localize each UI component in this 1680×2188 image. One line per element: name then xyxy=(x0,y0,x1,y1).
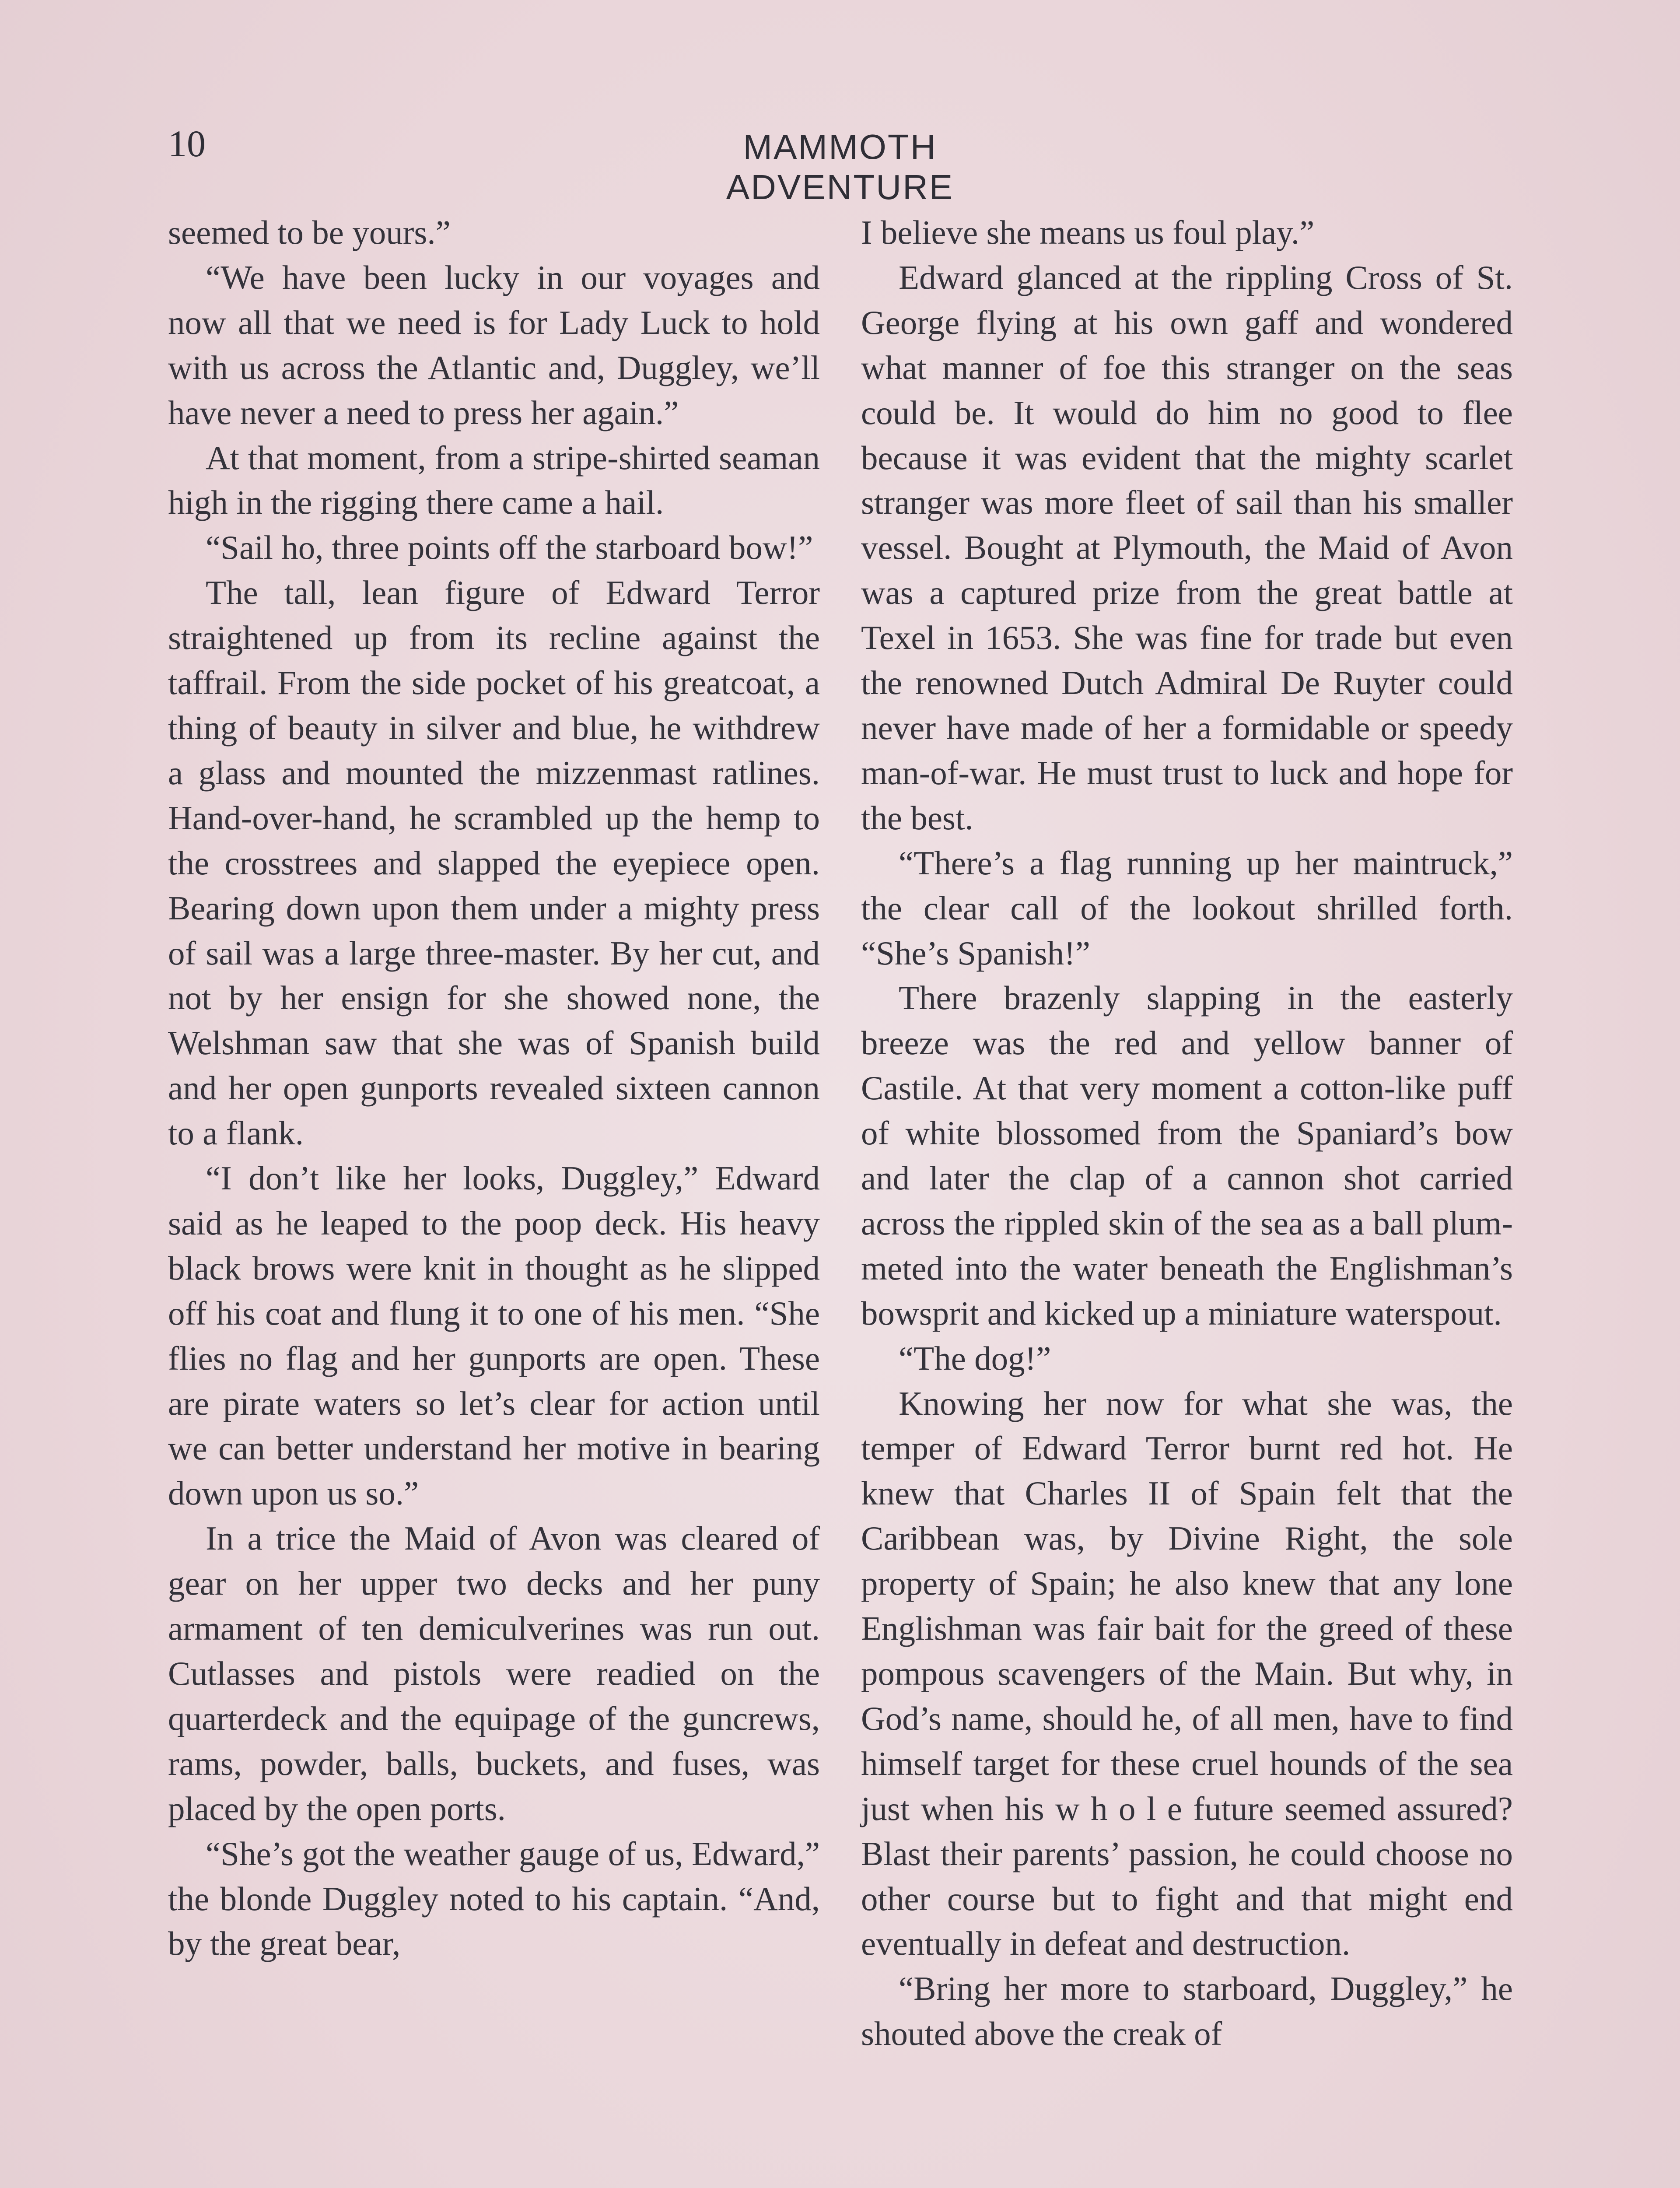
paragraph: The tall, lean figure of Edward Terror straightened up from its recline against the taffrail. From the side pocket of his greatcoat, a thing of beauty in silver and blue, he withdrew a glass and mounted the mizzenmast ratlines. Hand-over-hand, he scrambled up the hemp to the crosstrees and slapped the eyepiece open. Bearing down upon them under a mighty press of sail was a large three-master. By her cut, and not by her ensign for she showed none, the Welshman saw that she was of Spanish build and her open gunports revealed sixteen cannon to a flank. xyxy=(168,574,820,1152)
paragraph: At that moment, from a stripe-shirted seaman high in the rigging there came a hail. xyxy=(168,438,820,522)
paragraph: In a trice the Maid of Avon was cleared of gear on her upper two decks and her puny armament of ten demiculverines was run out. Cutlasses and pistols were readied on the quarterdeck and the equipage of the guncrews, rams, powder, balls, buckets, and fuses, was placed by the open ports. xyxy=(168,1519,820,1827)
paragraph: There brazenly slapping in the easterly breeze was the red and yellow banner of Castile. At that very moment a cotton-like puff of white blossomed from the Spaniard’s bow and later the clap of a cannon shot carried across the rippled skin of the sea as a ball plummeted into the water beneath the Englishman’s bowsprit and kicked up a miniature waterspout. xyxy=(861,979,1513,1332)
paragraph: “Bring her more to starboard, Duggley,” he shouted above the creak of xyxy=(861,1970,1513,2053)
right-column xyxy=(861,210,1513,2056)
page-number: 10 xyxy=(168,123,206,165)
paragraph: “I don’t like her looks, Duggley,” Edward said as he leaped to the poop deck. His heavy black brows were knit in thought as he slipped off his coat and flung it to one of his men. “She flies no flag and her gunports are open. These are pirate waters so let’s clear for action until we can better understand her motive in bearing down upon us so.” xyxy=(168,1159,820,1512)
paragraph: “The dog!” xyxy=(899,1339,1051,1377)
paragraph: “Sail ho, three points off the starboard bow!” xyxy=(206,529,813,567)
left-column xyxy=(168,210,820,1966)
paragraph: “She’s got the weather gauge of us, Edward,” the blonde Duggley noted to his captain. “And, by the great bear, xyxy=(168,1834,820,1963)
paragraph: I believe she means us foul play.” xyxy=(861,214,1315,251)
running-head: MAMMOTH ADVENTURE xyxy=(726,127,954,207)
paragraph: Edward glanced at the rippling Cross of St. George flying at his own gaff and wondered what manner of foe this stranger on the seas could be. It would do him no good to flee because it was evident that the mighty scarlet stranger was more fleet of sail than his smaller vessel. Bought at Plymouth, the Maid of Avon was a captured prize from the great battle at Texel in 1653. She was fine for trade but even the renowned Dutch Admiral De Ruyter could never have made of her a formidable or speedy man-of-war. He must trust to luck and hope for the best. xyxy=(861,258,1513,837)
paragraph: “We have been lucky in our voyages and now all that we need is for Lady Luck to hold with us across the Atlantic and, Duggley, we’ll have never a need to press her again.” xyxy=(168,258,820,431)
paragraph: seemed to be yours.” xyxy=(168,214,451,251)
paragraph: “There’s a flag running up her maintruck,” the clear call of the lookout shrilled forth. “She’s Spanish!” xyxy=(861,844,1513,972)
paragraph: Knowing her now for what she was, the temper of Edward Terror burnt red hot. He knew that Charles II of Spain felt that the Caribbean was, by Divine Right, the sole property of Spain; he also knew that any lone Englishman was fair bait for the greed of these pompous scavengers of the Main. But why, in God’s name, should he, of all men, have to find himself target for these cruel hounds of the sea just when his w h o l e future seemed assured? Blast their parents’ passion, he could choose no other course but to fight and that might end eventually in defeat and destruction. xyxy=(861,1384,1513,1963)
